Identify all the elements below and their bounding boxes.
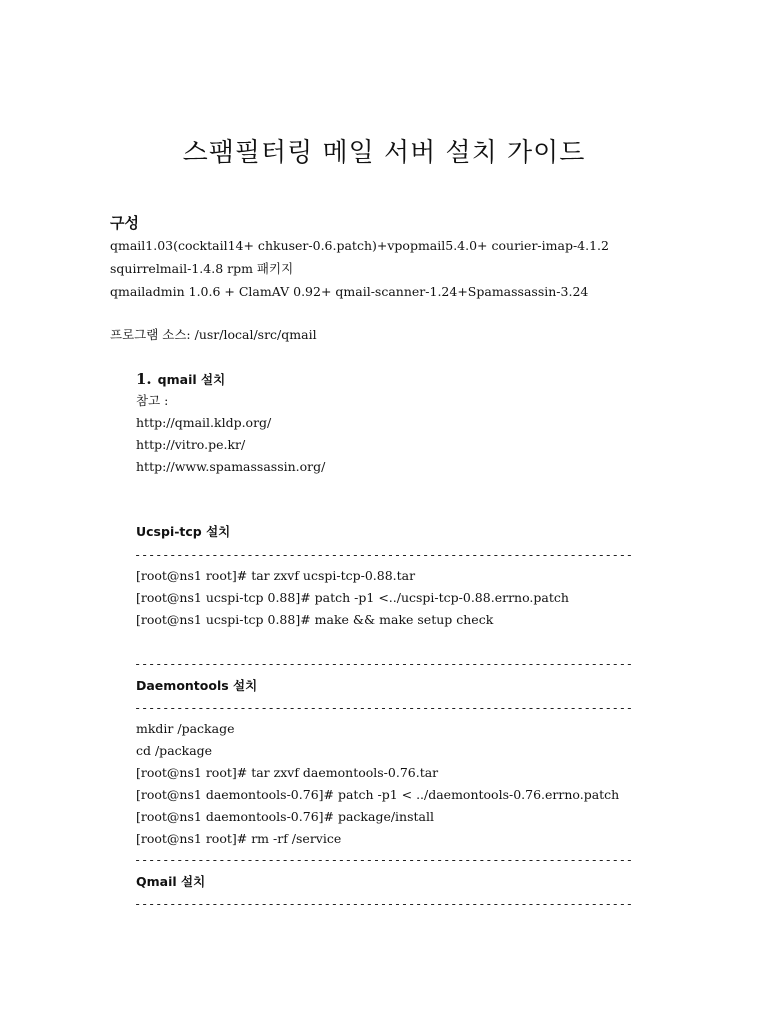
divider-line <box>134 898 634 910</box>
command-line: [root@ns1 ucspi-tcp 0.88]# make && make setup check <box>136 612 494 627</box>
command-line: [root@ns1 root]# tar zxvf daemontools-0.76.tar <box>136 765 439 780</box>
command-line: [root@ns1 ucspi-tcp 0.88]# patch -p1 <../ucspi-tcp-0.88.errno.patch <box>136 590 569 605</box>
reference-label: 참고 : <box>136 393 169 408</box>
page-title: 스팸필터링 메일 서버 설치 가이드 <box>182 138 586 168</box>
reference-link: http://vitro.pe.kr/ <box>136 437 246 452</box>
section-heading <box>136 370 225 388</box>
divider-line <box>134 549 634 561</box>
section-number: 1. <box>136 370 152 388</box>
command-line: cd /package <box>136 743 213 758</box>
section-title: qmail 설치 <box>157 372 226 387</box>
command-line: [root@ns1 daemontools-0.76]# package/install <box>136 809 434 824</box>
command-line: [root@ns1 root]# tar zxvf ucspi-tcp-0.88.tar <box>136 568 416 583</box>
reference-link: http://www.spamassassin.org/ <box>136 459 326 474</box>
command-line: [root@ns1 root]# rm -rf /service <box>136 831 342 846</box>
command-line: mkdir /package <box>136 721 235 736</box>
config-line: qmail1.03(cocktail14+ chkuser-0.6.patch)+vpopmail5.4.0+ courier-imap-4.1.2 <box>110 238 609 253</box>
command-line: [root@ns1 daemontools-0.76]# patch -p1 < ../daemontools-0.76.errno.patch <box>136 787 620 802</box>
daemontools-heading: Daemontools 설치 <box>136 678 258 693</box>
divider-line <box>134 658 634 670</box>
divider-line <box>134 854 634 866</box>
config-heading: 구성 <box>110 214 139 232</box>
program-source: 프로그램 소스: /usr/local/src/qmail <box>110 327 317 342</box>
config-line: qmailadmin 1.0.6 + ClamAV 0.92+ qmail-scanner-1.24+Spamassassin-3.24 <box>110 284 589 299</box>
reference-link: http://qmail.kldp.org/ <box>136 415 272 430</box>
config-line: squirrelmail-1.4.8 rpm 패키지 <box>110 261 294 276</box>
qmail-heading: Qmail 설치 <box>136 874 206 889</box>
ucspi-heading: Ucspi-tcp 설치 <box>136 524 231 539</box>
divider-line <box>134 702 634 714</box>
